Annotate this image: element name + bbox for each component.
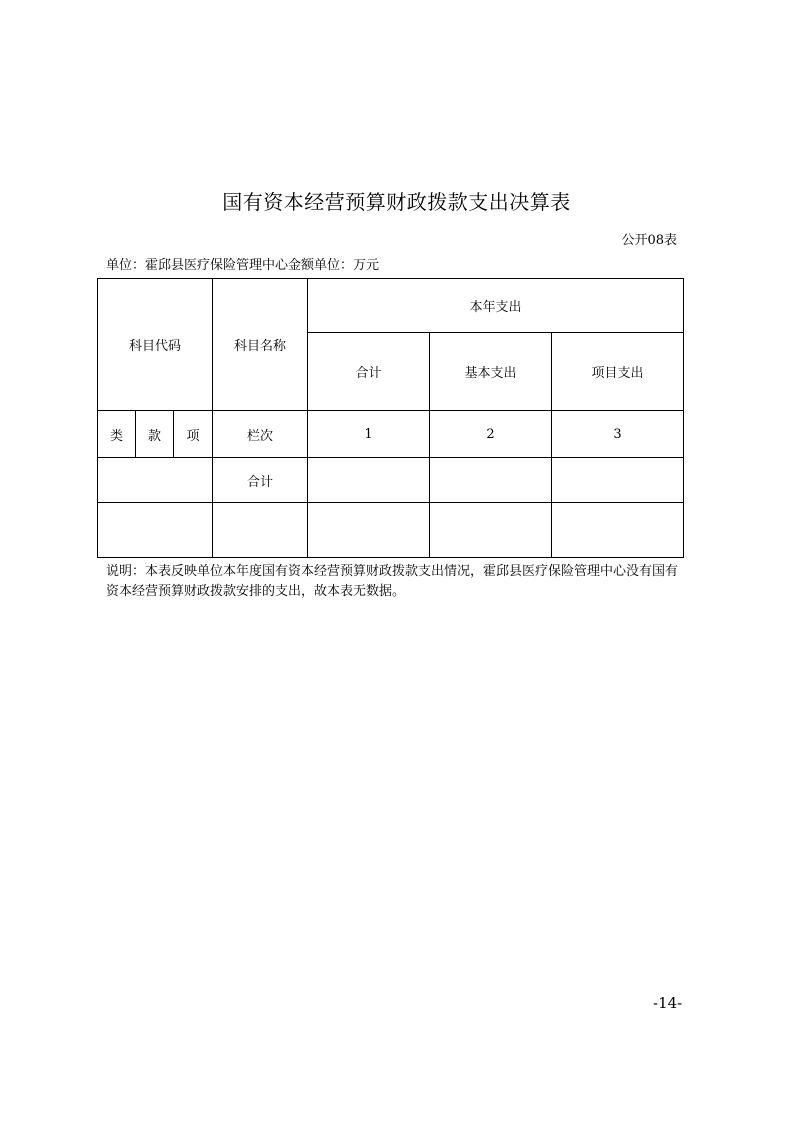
empty-row-project-cell: [552, 503, 684, 558]
expense-table: [97, 278, 684, 558]
empty-row-total-cell: [308, 503, 430, 558]
page-title: 国有资本经营预算财政拨款支出决算表: [222, 190, 571, 214]
empty-row-basic-cell: [430, 503, 552, 558]
header-row-1: [98, 279, 684, 333]
unit-line: 单位：霍邱县医疗保险管理中心金额单位：万元: [106, 258, 380, 273]
total-row-project-cell: [552, 458, 684, 503]
current-year-expense-header: 本年支出: [308, 279, 684, 333]
project-expense-header: 项目支出: [552, 333, 684, 411]
basic-expense-header: 基本支出: [430, 333, 552, 411]
total-row-label: 合计: [213, 458, 308, 503]
empty-row-code-cell: [98, 503, 213, 558]
column-index-1: 1: [308, 411, 430, 458]
subject-name-header: 科目名称: [213, 279, 308, 411]
category-header: 类: [98, 411, 136, 458]
total-row-basic-cell: [430, 458, 552, 503]
page-number: -14-: [653, 994, 683, 1012]
section-header: 款: [136, 411, 174, 458]
total-header: 合计: [308, 333, 430, 411]
form-number: 公开08表: [621, 233, 677, 248]
empty-row: [98, 503, 684, 558]
index-row: [98, 411, 684, 458]
total-row: [98, 458, 684, 503]
column-index-2: 2: [430, 411, 552, 458]
row-index-label: 栏次: [213, 411, 308, 458]
column-index-3: 3: [552, 411, 684, 458]
subject-code-header: 科目代码: [98, 279, 213, 411]
empty-row-name-cell: [213, 503, 308, 558]
item-header: 项: [174, 411, 213, 458]
total-row-code-cell: [98, 458, 213, 503]
total-row-total-cell: [308, 458, 430, 503]
explanation-note: 说明：本表反映单位本年度国有资本经营预算财政拨款支出情况，霍邱县医疗保险管理中心没有国有资本经营预算财政拨款安排的支出，故本表无数据。: [106, 564, 679, 599]
